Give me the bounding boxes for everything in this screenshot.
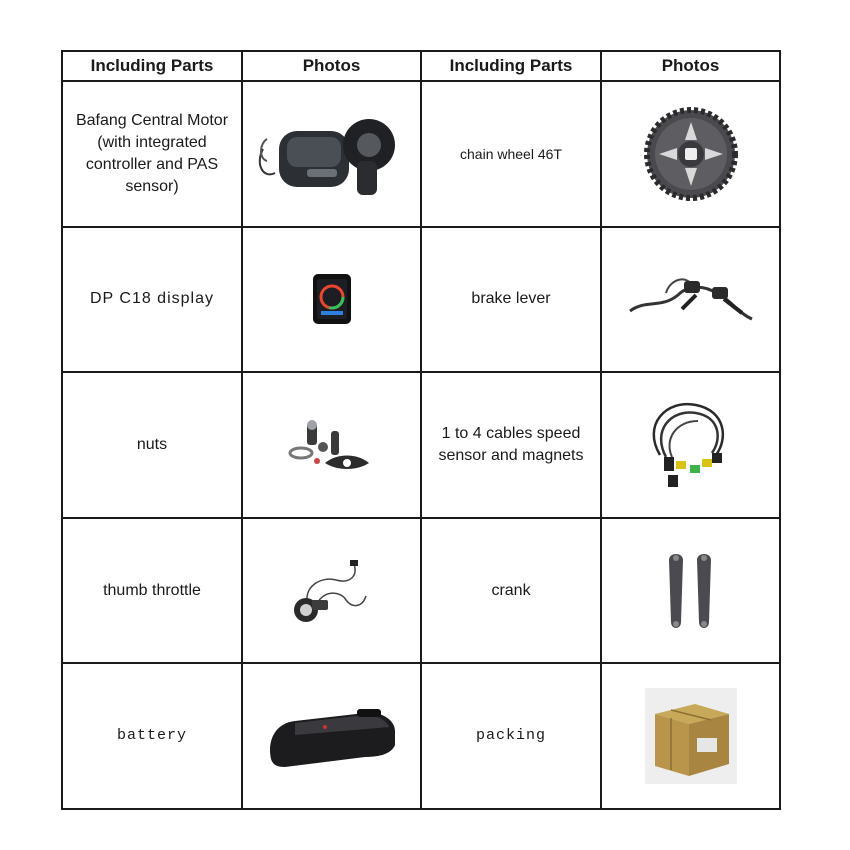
part-cell bbox=[62, 663, 242, 809]
part-label: nuts bbox=[136, 435, 168, 453]
header-including-parts: Including Parts bbox=[62, 51, 242, 81]
part-cell bbox=[62, 227, 242, 373]
part-cell bbox=[421, 372, 601, 518]
parts-table bbox=[61, 50, 781, 810]
part-cell bbox=[62, 518, 242, 664]
photo-cell bbox=[242, 81, 421, 227]
brake-lever-icon bbox=[626, 269, 756, 329]
part-label: packing bbox=[475, 727, 546, 745]
photo-cell bbox=[242, 518, 421, 664]
bafang-motor-icon bbox=[257, 109, 407, 199]
photo-cell bbox=[601, 372, 780, 518]
chain-wheel-icon bbox=[643, 106, 739, 202]
nuts-icon bbox=[287, 417, 377, 473]
part-cell bbox=[421, 81, 601, 227]
photo-cell bbox=[601, 81, 780, 227]
table-row bbox=[62, 227, 780, 373]
part-label: thumb throttle bbox=[103, 581, 201, 599]
crank-icon bbox=[661, 548, 721, 634]
part-label: Bafang Central Motor (with integrated controller and PAS sensor) bbox=[75, 111, 229, 195]
photo-cell bbox=[601, 663, 780, 809]
photo-cell bbox=[601, 227, 780, 373]
part-cell bbox=[421, 518, 601, 664]
part-label: battery bbox=[116, 727, 187, 745]
thumb-throttle-icon bbox=[292, 556, 372, 626]
part-cell bbox=[62, 81, 242, 227]
part-label: chain wheel 46T bbox=[460, 145, 562, 162]
header-row bbox=[62, 51, 780, 81]
header-photos: Photos bbox=[601, 51, 780, 81]
packing-box-icon bbox=[645, 688, 737, 784]
cables-icon bbox=[646, 395, 736, 495]
photo-cell bbox=[601, 518, 780, 664]
photo-cell bbox=[242, 663, 421, 809]
photo-cell bbox=[242, 372, 421, 518]
part-cell bbox=[62, 372, 242, 518]
table-row bbox=[62, 518, 780, 664]
part-cell bbox=[421, 663, 601, 809]
table-row bbox=[62, 372, 780, 518]
part-label: crank bbox=[491, 581, 531, 599]
header-photos: Photos bbox=[242, 51, 421, 81]
part-cell bbox=[421, 227, 601, 373]
part-label: brake lever bbox=[471, 290, 551, 308]
table-row bbox=[62, 663, 780, 809]
part-label: DP C18 display bbox=[90, 290, 214, 308]
header-including-parts: Including Parts bbox=[421, 51, 601, 81]
display-icon bbox=[312, 273, 352, 325]
battery-icon bbox=[265, 701, 399, 771]
photo-cell bbox=[242, 227, 421, 373]
part-label: 1 to 4 cables speed sensor and magnets bbox=[438, 424, 584, 464]
table-row bbox=[62, 81, 780, 227]
